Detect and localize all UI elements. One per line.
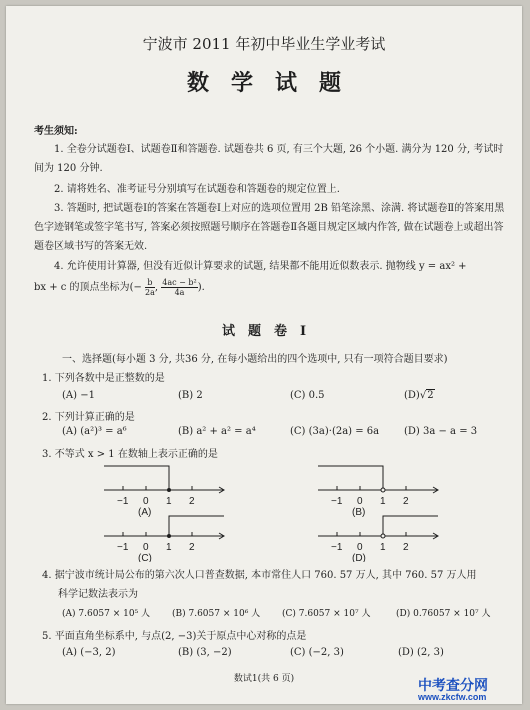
section-1-heading: 一、选择题(每小题 3 分, 共36 分, 在每小题给出的四个选项中, 只有一项符合题目要求) — [62, 354, 448, 365]
tick-label: −1 — [117, 496, 129, 507]
q1-option-c: (C) 0.5 — [290, 390, 325, 401]
tick-label: 0 — [143, 542, 149, 553]
q5-option-a: (A) (−3, 2) — [62, 647, 116, 658]
q2-stem: 2. 下列计算正确的是 — [42, 412, 135, 423]
q4-option-a: (A) 7.6057 × 10⁵ 人 — [62, 609, 151, 619]
page-footer: 数试1(共 6 页) — [233, 674, 295, 684]
notice-item-3: 3. 答题时, 把试题卷Ⅰ的答案在答题卷Ⅰ上对应的选项位置用 2B 铅笔涂黑、涂满. 将试题卷Ⅱ的答案用黑色字迹钢笔或签字笔书写, 答案必须按照题号顺序在答题卷Ⅱ各题目规定区域内作答, 做在试题卷上或超出答题卷区域书写的答案无效. — [34, 203, 505, 252]
q2-option-b: (B) a² + a² = a⁴ — [178, 426, 256, 437]
vertex-formula: bx + c 的顶点坐标为(− $\frac{b}{2a}$ , $\frac{\text{4ac − b²}}{4a}$ ). — [34, 278, 205, 297]
figure-label-a: (A) — [138, 507, 152, 518]
tick-label: −1 — [331, 496, 343, 507]
q1-option-b: (B) 2 — [178, 390, 203, 401]
q1-option-d: (D)√2 — [404, 390, 434, 401]
tick-label: 2 — [189, 496, 195, 507]
tick-label: 0 — [357, 496, 363, 507]
tick-label: 2 — [189, 542, 195, 553]
subject-title: 数 学 试 题 — [186, 70, 341, 96]
shaded-ray-d — [383, 516, 438, 536]
q5-option-c: (C) (−2, 3) — [290, 647, 344, 658]
q5-stem: 5. 平面直角坐标系中, 与点(2, −3)关于原点中心对称的点是 — [42, 631, 307, 642]
tick-label: 0 — [357, 542, 363, 553]
number-line-c — [104, 516, 224, 562]
tick-label: 2 — [403, 496, 409, 507]
shaded-ray-c — [169, 516, 224, 536]
q1-option-a: (A) −1 — [62, 390, 95, 401]
number-line-figures — [6, 456, 522, 562]
notice-title: 考生须知: — [34, 126, 78, 137]
watermark-title: 中考查分网 — [418, 677, 488, 693]
shaded-ray-a — [104, 466, 169, 490]
solid-dot-a — [167, 488, 171, 492]
q5-option-d: (D) (2, 3) — [398, 647, 444, 658]
q2-option-a: (A) (a²)³ = a⁶ — [62, 426, 127, 437]
tick-label: 2 — [403, 542, 409, 553]
notice-item-1: 1. 全卷分试题卷Ⅰ、试题卷Ⅱ和答题卷. 试题卷共 6 页, 有三个大题, 26 个小题. 满分为 120 分, 考试时间为 120 分钟. — [34, 144, 504, 174]
q2-option-d: (D) 3a − a = 3 — [404, 426, 478, 437]
figure-label-b: (B) — [352, 507, 366, 518]
q1-stem: 1. 下列各数中是正整数的是 — [42, 373, 165, 384]
tick-label: 1 — [166, 496, 172, 507]
watermark-url: www.zkcfw.com — [418, 692, 487, 702]
exam-title: 宁波市 2011 年初中毕业生学业考试 — [142, 35, 386, 53]
number-line-a — [104, 466, 224, 518]
notice-item-4-cont: bx + c 的顶点坐标为 — [34, 282, 130, 293]
hollow-dot-d — [381, 534, 385, 538]
tick-label: −1 — [331, 542, 343, 553]
notice-item-2: 2. 请将姓名、准考证号分别填写在试题卷和答题卷的规定位置上. — [54, 184, 340, 195]
q4-option-d: (D) 0.76057 × 10⁷ 人 — [396, 609, 491, 619]
tick-label: −1 — [117, 542, 129, 553]
number-line-d — [318, 516, 438, 562]
tick-label: 1 — [380, 496, 386, 507]
tick-label: 0 — [143, 496, 149, 507]
shaded-ray-b — [318, 466, 383, 490]
hollow-dot-b — [381, 488, 385, 492]
volume-title: 试 题 卷 Ⅰ — [221, 324, 307, 339]
tick-label: 1 — [166, 542, 172, 553]
solid-dot-c — [167, 534, 171, 538]
q4-option-b: (B) 7.6057 × 10⁶ 人 — [172, 609, 261, 619]
q4-stem: 4. 据宁波市统计局公布的第六次人口普查数据, 本市常住人口 760. 57 万人, 其中 760. 57 万人用 — [42, 570, 477, 581]
fraction-b-over-2a: $\frac{b}{2a}$ — [145, 278, 155, 297]
q3-stem: 3. 不等式 x > 1 在数轴上表示正确的是 — [42, 449, 218, 460]
figure-label-d: (D) — [352, 553, 366, 562]
q4-stem-cont: 科学记数法表示为 — [58, 589, 138, 600]
exam-paper — [6, 6, 522, 704]
q2-option-c: (C) (3a)·(2a) = 6a — [290, 426, 380, 437]
fraction-4ac-b2-over-4a: $\frac{\text{4ac − b²}}{4a}$ — [162, 278, 197, 297]
q5-option-b: (B) (3, −2) — [178, 647, 232, 658]
tick-label: 1 — [380, 542, 386, 553]
notice-item-4: 4. 允许使用计算器, 但没有近似计算要求的试题, 结果都不能用近似数表示. 抛物线 y = ax² + — [54, 261, 467, 272]
q4-option-c: (C) 7.6057 × 10⁷ 人 — [282, 609, 371, 619]
number-line-b — [318, 466, 438, 518]
figure-label-c: (C) — [138, 553, 152, 562]
